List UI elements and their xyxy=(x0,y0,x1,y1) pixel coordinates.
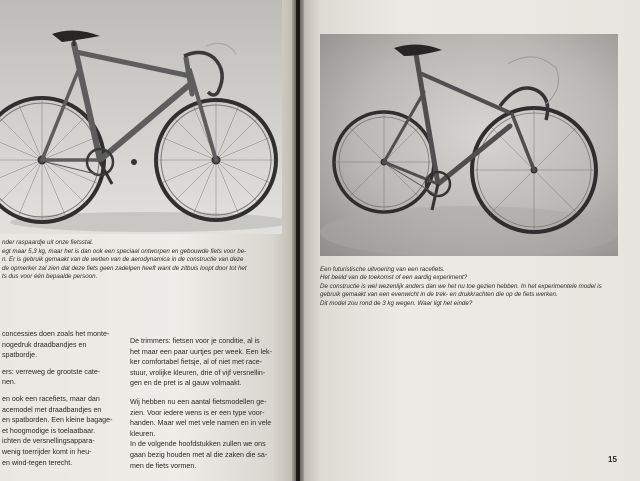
text-line: en wind-tegen terecht. xyxy=(2,458,73,467)
text-line: concessies doen zoals het monte- xyxy=(2,330,110,338)
caption-line: n. Er is gebruik gemaakt van de wetten van de aerodynamica in de constructie van deze xyxy=(2,256,244,264)
caption-line: nder raspaardje uit onze fietsstal. xyxy=(2,239,94,246)
left-photo-caption xyxy=(2,239,247,282)
text-line: en ook een racefiets, maar dan xyxy=(2,394,100,403)
caption-line: egt maar 5,3 kg, maar het is dan ook een speciaal ontworpen en gebouwde fiets voor be- xyxy=(2,247,247,255)
text-line: gaan bezig houden met al die zaken die sa- xyxy=(130,450,268,459)
text-line: nen. xyxy=(2,378,16,387)
text-line: De trimmers: fietsen voor je conditie, al is xyxy=(130,337,260,345)
saddle xyxy=(394,44,442,56)
caption-line: Dit model zou rond de 3 kg wegen. Waar ligt het einde? xyxy=(320,299,473,307)
text-line: Wij hebben nu een aantal fietsmodellen ge- xyxy=(130,397,267,406)
body-column-b xyxy=(130,336,272,471)
right-photo-caption xyxy=(320,266,602,308)
caption-line: ts dus voor één bepaalde persoon. xyxy=(2,273,98,281)
text-line: stuur, vrolijke kleuren, drie of vijf versnellin- xyxy=(130,368,266,377)
book-gutter xyxy=(292,0,304,481)
text-line: ers: verreweg de grootste cate- xyxy=(2,367,101,376)
page-number: 15 xyxy=(608,455,617,464)
futuristic-bicycle-photo xyxy=(320,34,618,256)
text-line: zien. Voor iedere wens is er een type voor- xyxy=(130,408,265,417)
text-line: het maar een paar uurtjes per week. Een lek- xyxy=(130,347,272,356)
text-line: men de fiets vormen. xyxy=(130,461,197,470)
caption-line: De constructie is wel wezenlijk anders dan we het nu toe gezien hebben. In het experimentele model is xyxy=(320,282,602,290)
caption-line: gebruik gemaakt van een evenwicht in de trek- en drukkrachten die op de fiets werken. xyxy=(320,291,558,299)
text-line xyxy=(130,389,272,397)
racing-bicycle-photo xyxy=(0,0,282,234)
text-line: en spatborden. Een kleine bagage- xyxy=(2,416,113,425)
text-line: ker comfortabel fietsje, al of niet met race- xyxy=(130,358,263,367)
racing-bicycle-illustration xyxy=(0,0,282,234)
text-line: handen. Maar wel met vele namen en in vele xyxy=(130,419,272,428)
text-line: nogedruk draadbandjes en xyxy=(2,340,87,349)
left-page xyxy=(0,0,296,481)
caption-line: de opmerker zal zien dat deze fiets geen zadelpen heeft want de zitbuis loopt door tot het xyxy=(2,264,247,272)
text-line: spatbordje. xyxy=(2,351,38,360)
text-line: In de volgende hoofdstukken zullen we ons xyxy=(130,440,266,449)
caption-line: Het beeld van de toekomst of een aardig experiment? xyxy=(320,274,468,282)
futuristic-bicycle-illustration xyxy=(320,34,618,256)
text-line: kleuren. xyxy=(130,429,156,438)
text-line: acemodel met draadbandjes en xyxy=(2,405,102,414)
saddle xyxy=(52,30,100,42)
right-page xyxy=(300,0,640,481)
body-column-a xyxy=(2,329,112,468)
caption-line: Een futuristische uitvoering van een racefiets. xyxy=(320,266,445,273)
text-line: et hoogmodige is toelaatbaar. xyxy=(2,426,96,435)
text-line: gen en de pret is al gauw volmaakt. xyxy=(130,379,242,388)
text-line: wenig toerrijder komt in heu- xyxy=(2,447,92,456)
text-line: ichten de versnellingsappara- xyxy=(2,437,95,446)
